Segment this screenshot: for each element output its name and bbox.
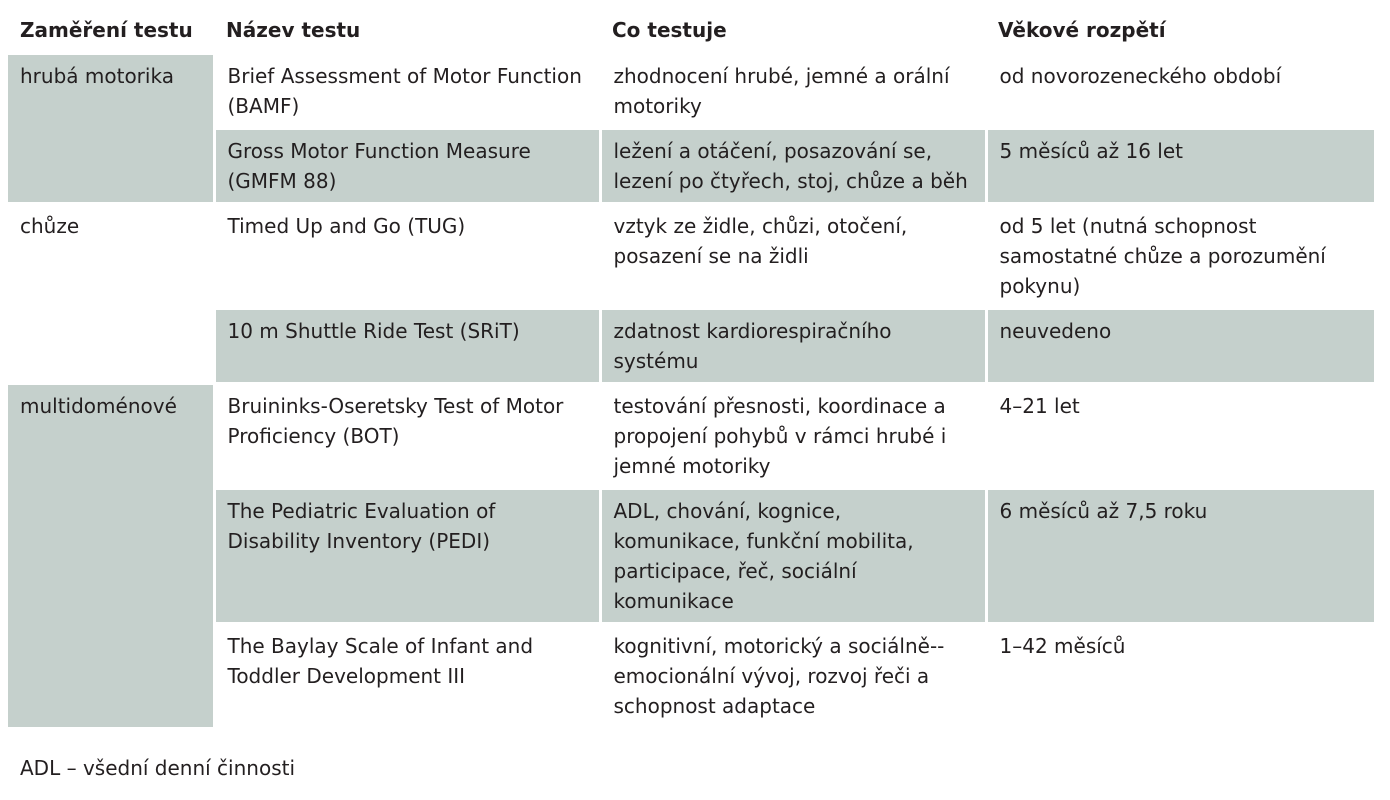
header-focus: Zaměření testu [8,12,214,54]
age-range-cell: 6 měsíců až 7,5 roku [986,489,1374,624]
table-row [8,384,1374,489]
test-name-cell: The Pediatric Evaluation of Disability Inventory (PEDI) [214,489,600,624]
what-tests-cell: ADL, chování, kognice, komunikace, funkční mobilita, participace, řeč, sociální komunikace [600,489,986,624]
age-range-cell: 5 měsíců až 16 let [986,129,1374,204]
test-name-cell: 10 m Shuttle Ride Test (SRiT) [214,309,600,384]
table-row [8,54,1374,129]
group-focus-cell: chůze [8,204,214,384]
age-range-cell: 4–21 let [986,384,1374,489]
age-range-cell: od novorozeneckého období [986,54,1374,129]
table-header-row [8,12,1374,54]
test-name-cell: Bruininks-Oseretsky Test of Motor Proficiency (BOT) [214,384,600,489]
what-tests-cell: kognitivní, motorický a sociálně--emocionální vývoj, rozvoj řeči a schopnost adaptace [600,624,986,729]
age-range-cell: neuvedeno [986,309,1374,384]
test-table-container [8,12,1374,730]
test-name-cell: The Baylay Scale of Infant and Toddler Development III [214,624,600,729]
motor-tests-table [8,12,1374,730]
test-name-cell: Gross Motor Function Measure (GMFM 88) [214,129,600,204]
test-name-cell: Timed Up and Go (TUG) [214,204,600,309]
what-tests-cell: zdatnost kardiorespiračního systému [600,309,986,384]
footnote: ADL – všední denní činnosti [20,756,296,780]
what-tests-cell: zhodnocení hrubé, jemné a orální motoriky [600,54,986,129]
table-row [8,204,1374,309]
age-range-cell: 1–42 měsíců [986,624,1374,729]
test-name-cell: Brief Assessment of Motor Function (BAMF) [214,54,600,129]
group-focus-cell: hrubá motorika [8,54,214,204]
age-range-cell: od 5 let (nutná schopnost samostatné chůze a porozumění pokynu) [986,204,1374,309]
what-tests-cell: testování přesnosti, koordinace a propojení pohybů v rámci hrubé i jemné motoriky [600,384,986,489]
header-test-name: Název testu [214,12,600,54]
header-age-range: Věkové rozpětí [986,12,1374,54]
what-tests-cell: vztyk ze židle, chůzi, otočení, posazení se na židli [600,204,986,309]
group-focus-cell: multidoménové [8,384,214,729]
what-tests-cell: ležení a otáčení, posazování se, lezení po čtyřech, stoj, chůze a běh [600,129,986,204]
header-what-tests: Co testuje [600,12,986,54]
